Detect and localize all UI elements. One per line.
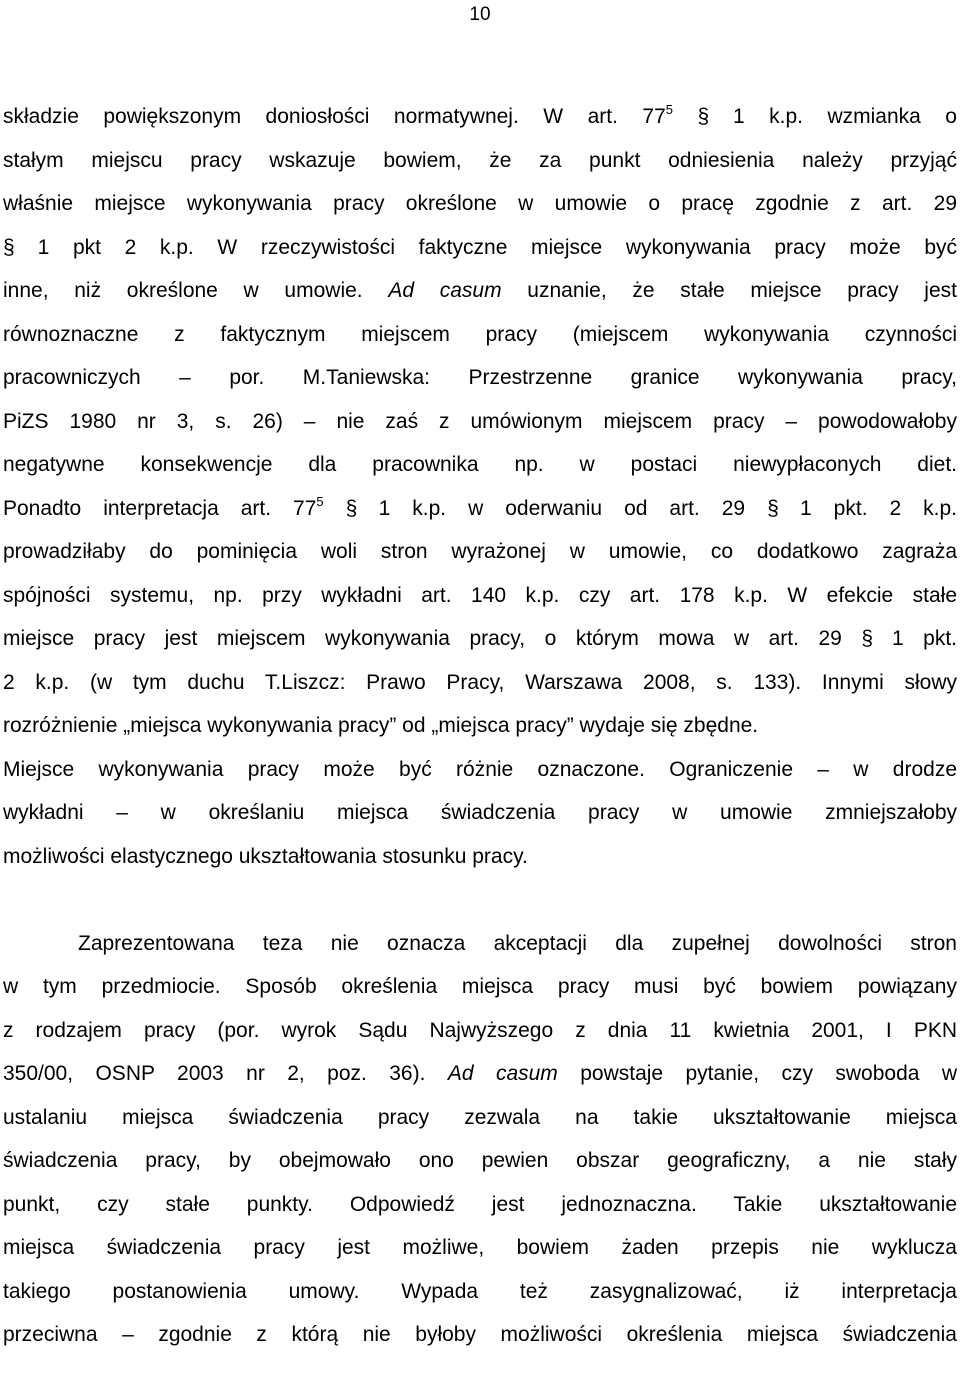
text-line: stałym miejscu pracy wskazuje bowiem, że za punkt odniesienia należy przyjąć <box>3 149 957 172</box>
text-line: pracowniczych – por. M.Taniewska: Przestrzenne granice wykonywania pracy, <box>3 366 957 389</box>
text-line: Ponadto interpretacja art. $77^5$ § 1 k.p. w oderwaniu od art. 29 § 1 pkt. 2 k.p. <box>3 494 957 520</box>
text-line: inne, niż określone w umowie. Ad casum uznanie, że stałe miejsce pracy jest <box>3 279 957 302</box>
text-line: negatywne konsekwencje dla pracownika np. w postaci niewypłaconych diet. <box>3 453 957 476</box>
section-sign: § <box>767 497 779 520</box>
text-line: możliwości elastycznego ukształtowania stosunku pracy. <box>3 845 528 868</box>
text-line: świadczenia pracy, by obejmowało ono pewien obszar geograficzny, a nie stały <box>3 1149 957 1172</box>
section-sign: § <box>3 236 15 259</box>
text-line: 350/00, OSNP 2003 nr 2, poz. 36). Ad casum powstaje pytanie, czy swoboda w <box>3 1062 957 1085</box>
text-line: 2 k.p. (w tym duchu T.Liszcz: Prawo Pracy, Warszawa 2008, s. 133). Innymi słowy <box>3 671 957 694</box>
text-line: równoznaczne z faktycznym miejscem pracy (miejscem wykonywania czynności <box>3 323 957 346</box>
text-line: wykładni – w określaniu miejsca świadczenia pracy w umowie zmniejszałoby <box>3 801 957 824</box>
text-line: Zaprezentowana teza nie oznacza akceptacji dla zupełnej dowolności stron <box>78 932 957 955</box>
text-line: w tym przedmiocie. Sposób określenia miejsca pracy musi być bowiem powiązany <box>3 975 957 998</box>
text-line: rozróżnienie „miejsca wykonywania pracy” od „miejsca pracy” wydaje się zbędne. <box>3 714 759 737</box>
section-sign: § <box>345 497 358 520</box>
text-line: ustalaniu miejsca świadczenia pracy zezwala na takie ukształtowanie miejsca <box>3 1106 957 1129</box>
text-line: Miejsce wykonywania pracy może być różnie oznaczone. Ograniczenie – w drodze <box>3 758 957 781</box>
text-line: PiZS 1980 nr 3, s. 26) – nie zaś z umówionym miejscem pracy – powodowałoby <box>3 410 957 433</box>
text-line: przeciwna – zgodnie z którą nie byłoby możliwości określenia miejsca świadczenia <box>3 1323 957 1346</box>
text-line: właśnie miejsce wykonywania pracy określone w umowie o pracę zgodnie z art. 29 <box>3 192 957 215</box>
section-sign: § <box>697 105 710 128</box>
section-sign: § <box>861 627 874 650</box>
page-number: 10 <box>469 4 491 25</box>
text-line: § 1 pkt 2 k.p. W rzeczywistości faktyczne miejsce wykonywania pracy może być <box>3 236 957 259</box>
text-line: składzie powiększonym doniosłości normatywnej. W art. $77^5$ § 1 k.p. wzmianka o <box>3 102 957 128</box>
text-line: spójności systemu, np. przy wykładni art. 140 k.p. czy art. 178 k.p. W efekcie stałe <box>3 584 957 607</box>
text-line: punkt, czy stałe punkty. Odpowiedź jest jednoznaczna. Takie ukształtowanie <box>3 1193 957 1216</box>
text-line: takiego postanowienia umowy. Wypada też zasygnalizować, iż interpretacja <box>3 1280 957 1303</box>
text-line: miejsca świadczenia pracy jest możliwe, bowiem żaden przepis nie wyklucza <box>3 1236 957 1259</box>
text-line: prowadziłaby do pominięcia woli stron wyrażonej w umowie, co dodatkowo zagraża <box>3 540 957 563</box>
text-line: z rodzajem pracy (por. wyrok Sądu Najwyższego z dnia 11 kwietnia 2001, I PKN <box>3 1019 957 1042</box>
text-line: miejsce pracy jest miejscem wykonywania pracy, o którym mowa w art. 29 § 1 pkt. <box>3 627 958 650</box>
